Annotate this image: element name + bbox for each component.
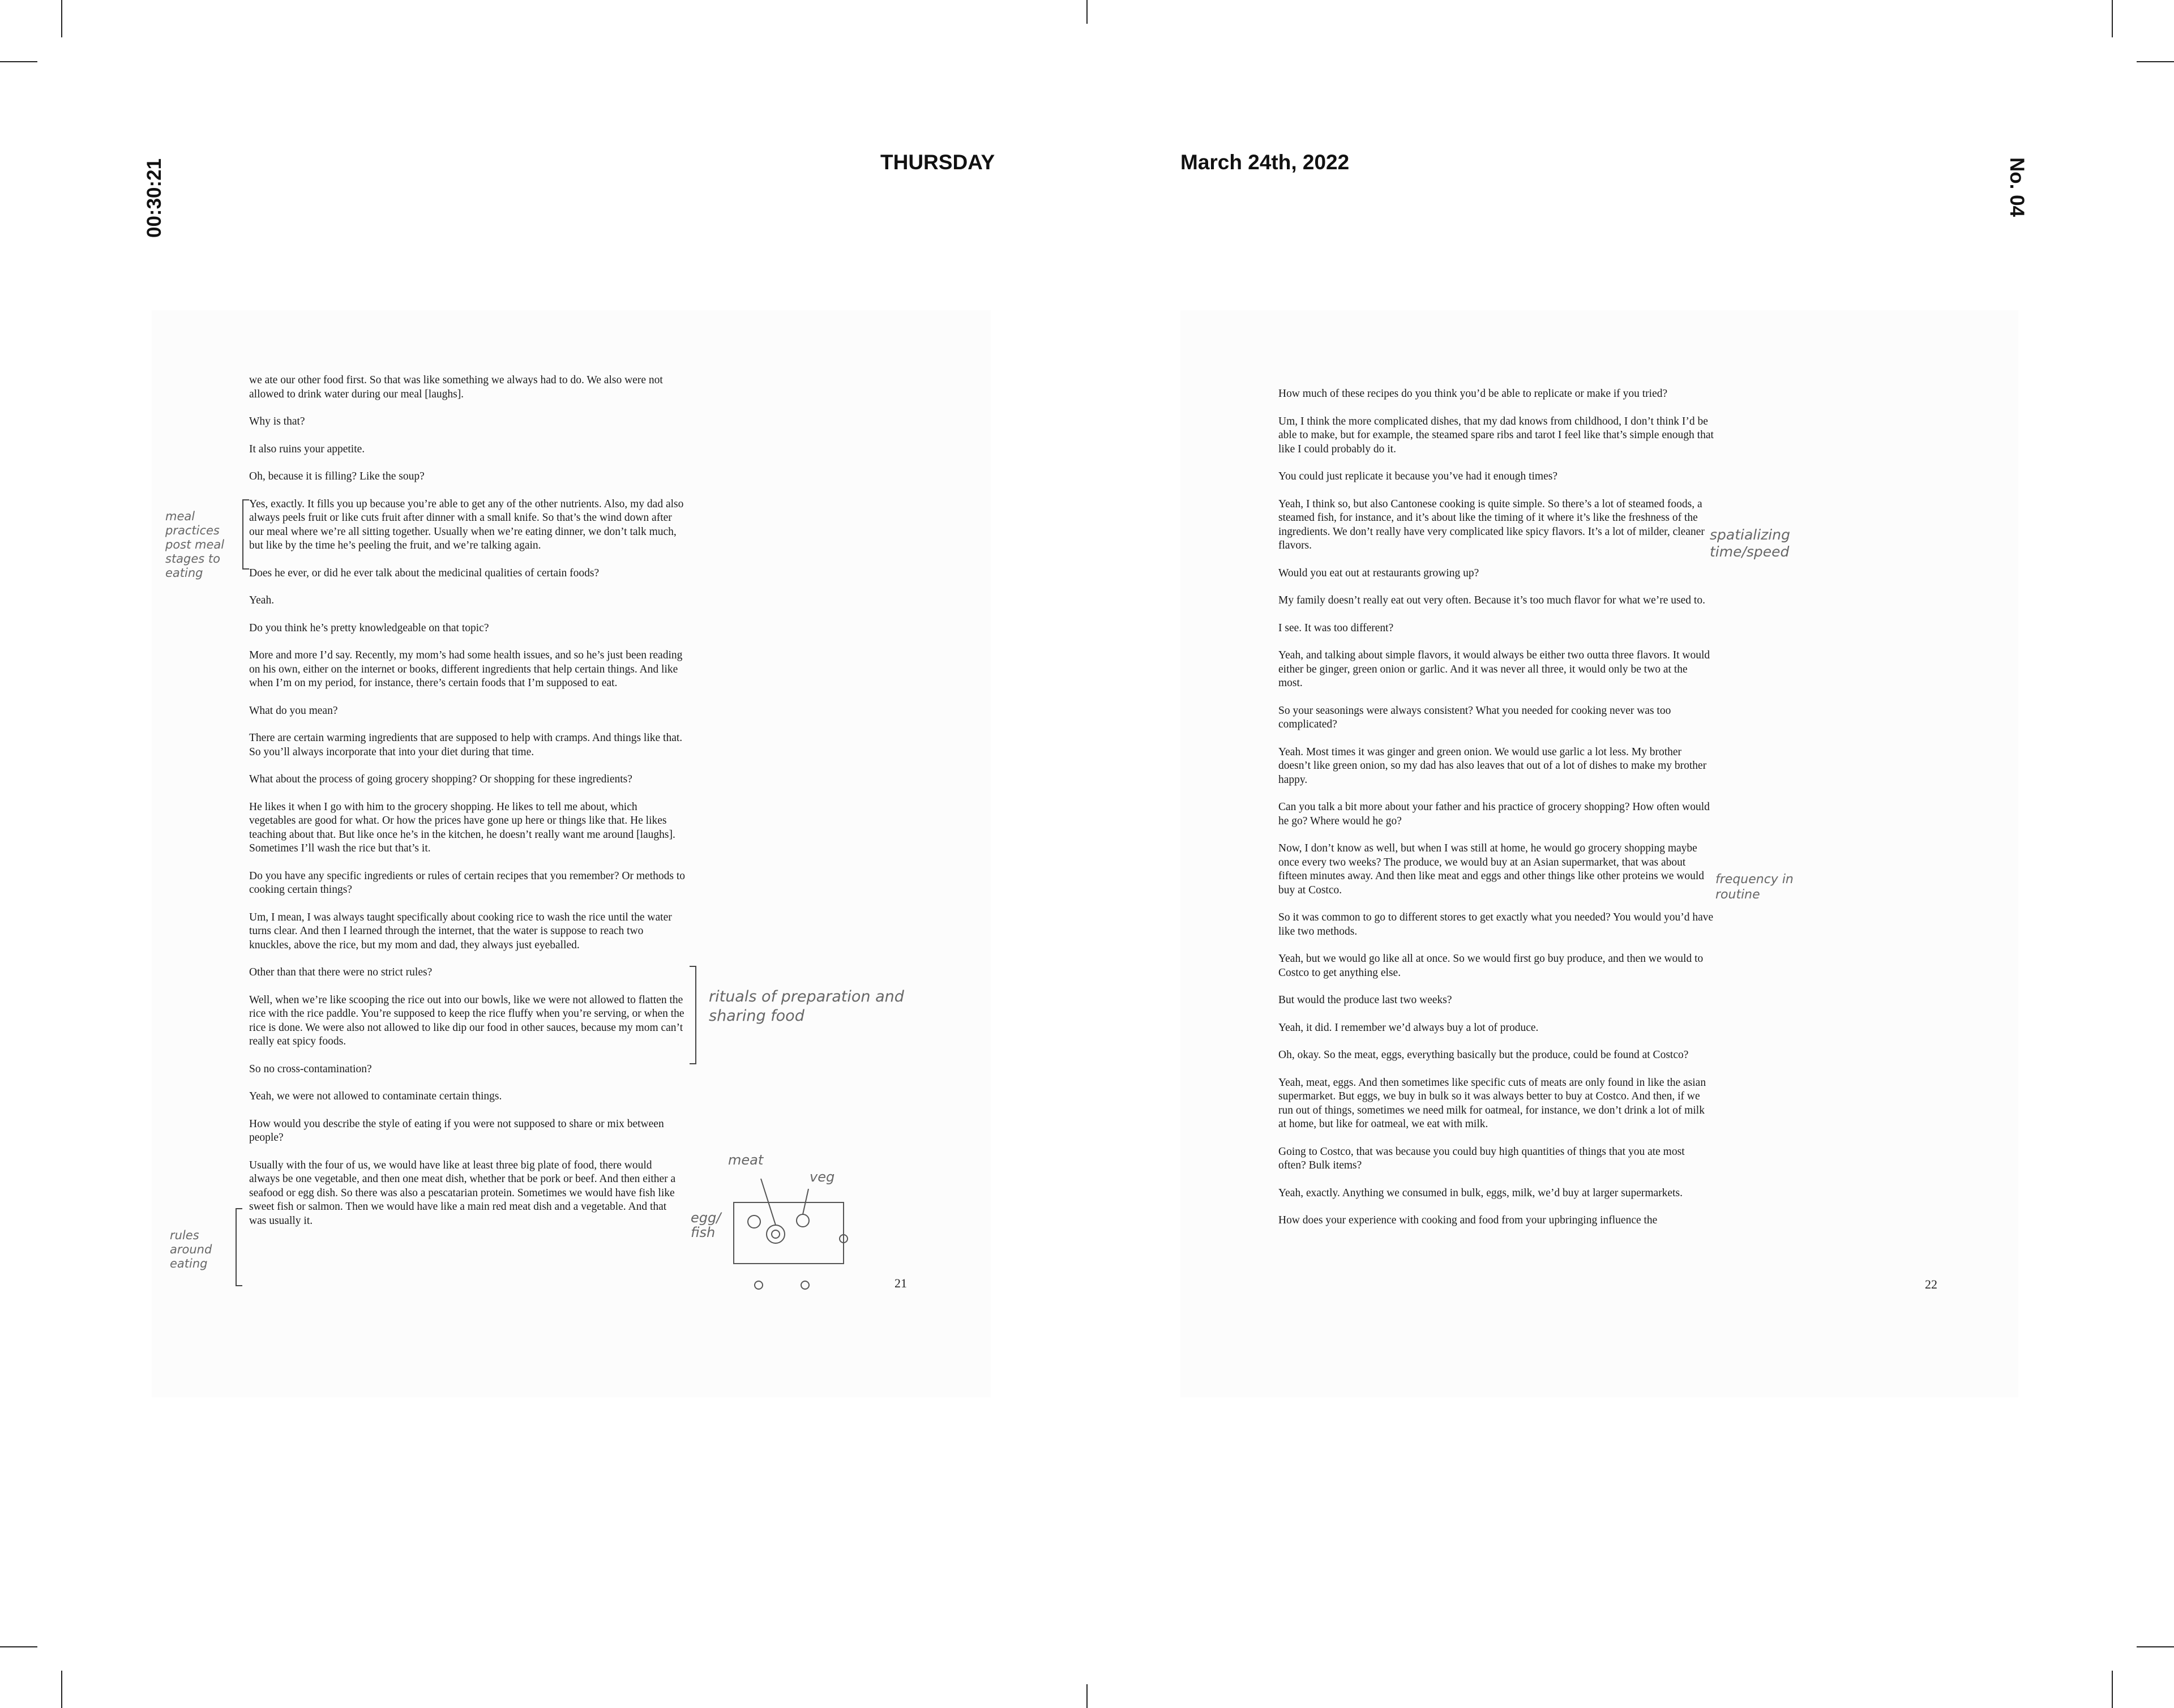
paragraph: Going to Costco, that was because you could buy high quantities of things that you ate most often? Bulk items? bbox=[1278, 1145, 1685, 1171]
annotation-bracket bbox=[236, 1208, 242, 1286]
paragraph: Yeah, but we would go like all at once. So we would first go buy produce, and then we would to Costco to get anything else. bbox=[1278, 953, 1704, 979]
paragraph: My family doesn’t really eat out very often. Because it’s too much flavor for what we’re used to. bbox=[1278, 594, 1705, 606]
page-number-right: 22 bbox=[1925, 1277, 1937, 1291]
paragraph: Yeah. Most times it was ginger and green onion. We would use garlic a lot less. My brother doesn’t like green onion, so my dad has also leaves that out of a lot of dishes to make my brother happy. bbox=[1278, 746, 1707, 786]
paragraph: What do you mean? bbox=[249, 704, 338, 717]
paragraph: How would you describe the style of eating if you were not supposed to share or mix between people? bbox=[249, 1118, 664, 1144]
paragraph: I see. It was too different? bbox=[1278, 622, 1394, 634]
annotation-bracket bbox=[690, 966, 696, 1064]
page-number-left: 21 bbox=[895, 1276, 907, 1290]
paragraph: Oh, okay. So the meat, eggs, everything basically but the produce, could be found at Costco? bbox=[1278, 1049, 1689, 1061]
crop-mark bbox=[2112, 1671, 2113, 1708]
sketch-label-meat: meat bbox=[728, 1152, 764, 1168]
paragraph: Um, I mean, I was always taught specifically about cooking rice to wash the rice until the water turns clear. And then I learned through the internet, that the water is suppose to reach two knuckles, above the rice, but my mom and dad, they always just eyeballed. bbox=[249, 911, 672, 951]
header-day: THURSDAY bbox=[880, 151, 995, 174]
paragraph: What about the process of going grocery shopping? Or shopping for these ingredients? bbox=[249, 773, 632, 785]
paragraph: Do you have any specific ingredients or rules of certain recipes that you remember? Or methods to cooking certain things? bbox=[249, 870, 685, 896]
annotation-spatializing: spatializing time/speed bbox=[1710, 526, 1790, 560]
paragraph: It also ruins your appetite. bbox=[249, 443, 365, 455]
crop-mark bbox=[2112, 0, 2113, 37]
sketch-label-veg: veg bbox=[810, 1169, 835, 1185]
crop-mark bbox=[1086, 0, 1088, 24]
annotation-rules-around-eating: rules around eating bbox=[170, 1228, 212, 1270]
paragraph: More and more I’d say. Recently, my mom’s had some health issues, and so he’s just been reading on his own, either on the internet or books, different ingredients that help certain things. And like when I’m on my period, for instance, there’s certain foods that I’m supposed to eat. bbox=[249, 649, 683, 689]
paragraph: Oh, because it is filling? Like the soup? bbox=[249, 470, 425, 482]
paragraph: He likes it when I go with him to the grocery shopping. He likes to tell me about, which vegetables are good for what. Or how the prices have gone up here or things like that. He likes teaching about that. But like once he’s in the kitchen, he doesn’t really want me around [laughs]. Sometimes I’ll wash the rice but that’s it. bbox=[249, 801, 675, 854]
annotation-frequency: frequency in routine bbox=[1715, 872, 1794, 902]
paragraph: Yeah, I think so, but also Cantonese cooking is quite simple. So there’s a lot of steamed foods, a steamed fish, for instance, and it’s about like the timing of it where it’s like the freshness of the ingredients. We don’t really have very complicated like spicy flavors. It’s a lot of milder, cleaner flavors. bbox=[1278, 498, 1705, 551]
paragraph: Yes, exactly. It fills you up because you’re able to get any of the other nutrients. Also, my dad also always peels fruit or like cuts fruit after dinner with a small knife. So that’s the wind down after our meal where we’re all sitting together. Usually when we’re eating dinner, we don’t talk much, but like by the time he’s peeling the fruit, and we’re talking again. bbox=[249, 498, 684, 551]
paragraph: So no cross-contamination? bbox=[249, 1063, 372, 1075]
paragraph: Other than that there were no strict rules? bbox=[249, 966, 433, 978]
paragraph: Would you eat out at restaurants growing up? bbox=[1278, 567, 1479, 579]
paragraph: Yeah, it did. I remember we’d always buy a lot of produce. bbox=[1278, 1021, 1539, 1034]
header-timecode: 00:30:21 bbox=[143, 158, 165, 238]
paragraph: Do you think he’s pretty knowledgeable on that topic? bbox=[249, 622, 489, 634]
paragraph: Yeah, meat, eggs. And then sometimes like specific cuts of meats are only found in like the asian supermarket. But eggs, we buy in bulk so it was always better to buy at Costco. And then, if we run out of things, sometimes we need milk for oatmeal, for instance, we don’t drink a lot of milk at home, but like for oatmeal, we eat with milk. bbox=[1278, 1076, 1706, 1130]
meal-table-sketch bbox=[719, 1178, 866, 1291]
paragraph: Can you talk a bit more about your father and his practice of grocery shopping? How often would he go? Where would he go? bbox=[1278, 801, 1710, 827]
paragraph: Does he ever, or did he ever talk about the medicinal qualities of certain foods? bbox=[249, 567, 600, 579]
paragraph: Yeah. bbox=[249, 594, 275, 606]
crop-mark bbox=[1086, 1684, 1088, 1708]
paragraph: we ate our other food first. So that was like something we always had to do. We also were not allowed to drink water during our meal [laughs]. bbox=[249, 374, 663, 400]
paragraph: There are certain warming ingredients that are supposed to help with cramps. And things like that. So you’ll always incorporate that into your diet during that time. bbox=[249, 732, 683, 758]
paragraph: You could just replicate it because you’ve had it enough times? bbox=[1278, 470, 1557, 482]
paragraph: Well, when we’re like scooping the rice out into our bowls, like we were not allowed to flatten the rice with the rice paddle. You’re supposed to keep the rice fluffy when you’re serving, or when the rice is done. We were also not allowed to like dip our food in other sauces, because my mom can’t really eat spicy foods. bbox=[249, 994, 684, 1047]
annotation-meal-practices: meal practices post meal stages to eating bbox=[165, 510, 225, 580]
paragraph: Yeah, we were not allowed to contaminate certain things. bbox=[249, 1090, 502, 1102]
paragraph: How much of these recipes do you think you’d be able to replicate or make if you tried? bbox=[1278, 388, 1668, 400]
crop-mark bbox=[0, 1646, 37, 1647]
paragraph: Yeah, exactly. Anything we consumed in bulk, eggs, milk, we’d buy at larger supermarkets. bbox=[1278, 1187, 1683, 1199]
annotation-bracket bbox=[242, 499, 249, 570]
transcript-left bbox=[249, 374, 685, 1242]
crop-mark bbox=[0, 61, 37, 62]
sketch-label-egg-fish: egg/ fish bbox=[691, 1210, 721, 1240]
paragraph: Now, I don’t know as well, but when I was still at home, he would go grocery shopping maybe once every two weeks? The produce, we would buy at an Asian supermarket, that was about fifteen minutes away. And then like meat and eggs and other things like other proteins we would buy at Costco. bbox=[1278, 842, 1705, 896]
annotation-rituals: rituals of preparation and sharing food bbox=[709, 988, 904, 1025]
paragraph: Why is that? bbox=[249, 416, 305, 427]
paragraph: Usually with the four of us, we would have like at least three big plate of food, there would always be one vegetable, and then one meat dish, whether that be pork or beef. And then either a seafood or egg dish. So there was also a pescatarian protein. Sometimes we would have fish like sweet fish or salmon. Then we would have like a main red meat dish and a vegetable. And that was usually it. bbox=[249, 1159, 676, 1227]
crop-mark bbox=[2137, 61, 2174, 62]
paragraph: So it was common to go to different stores to get exactly what you needed? You would you’d have like two methods. bbox=[1278, 911, 1714, 938]
paragraph: Um, I think the more complicated dishes, that my dad knows from childhood, I don’t think I’d be able to make, but for example, the steamed spare ribs and tarot I feel like that’s simple enough that like I could probably do it. bbox=[1278, 415, 1714, 455]
crop-mark bbox=[2137, 1646, 2174, 1647]
crop-mark bbox=[61, 1671, 62, 1708]
paragraph: But would the produce last two weeks? bbox=[1278, 994, 1452, 1006]
transcript-right bbox=[1278, 387, 1714, 1242]
paragraph: So your seasonings were always consistent? What you needed for cooking never was too complicated? bbox=[1278, 704, 1671, 730]
crop-mark bbox=[61, 0, 62, 37]
header-date: March 24th, 2022 bbox=[1180, 151, 1350, 174]
paragraph: Yeah, and talking about simple flavors, it would always be either two outta three flavors. It would either be ginger, green onion or garlic. And it was never all three, it would only be two at the most. bbox=[1278, 649, 1710, 689]
header-issue-number: No. 04 bbox=[2006, 157, 2028, 217]
paragraph: How does your experience with cooking and food from your upbringing influence the bbox=[1278, 1214, 1658, 1226]
